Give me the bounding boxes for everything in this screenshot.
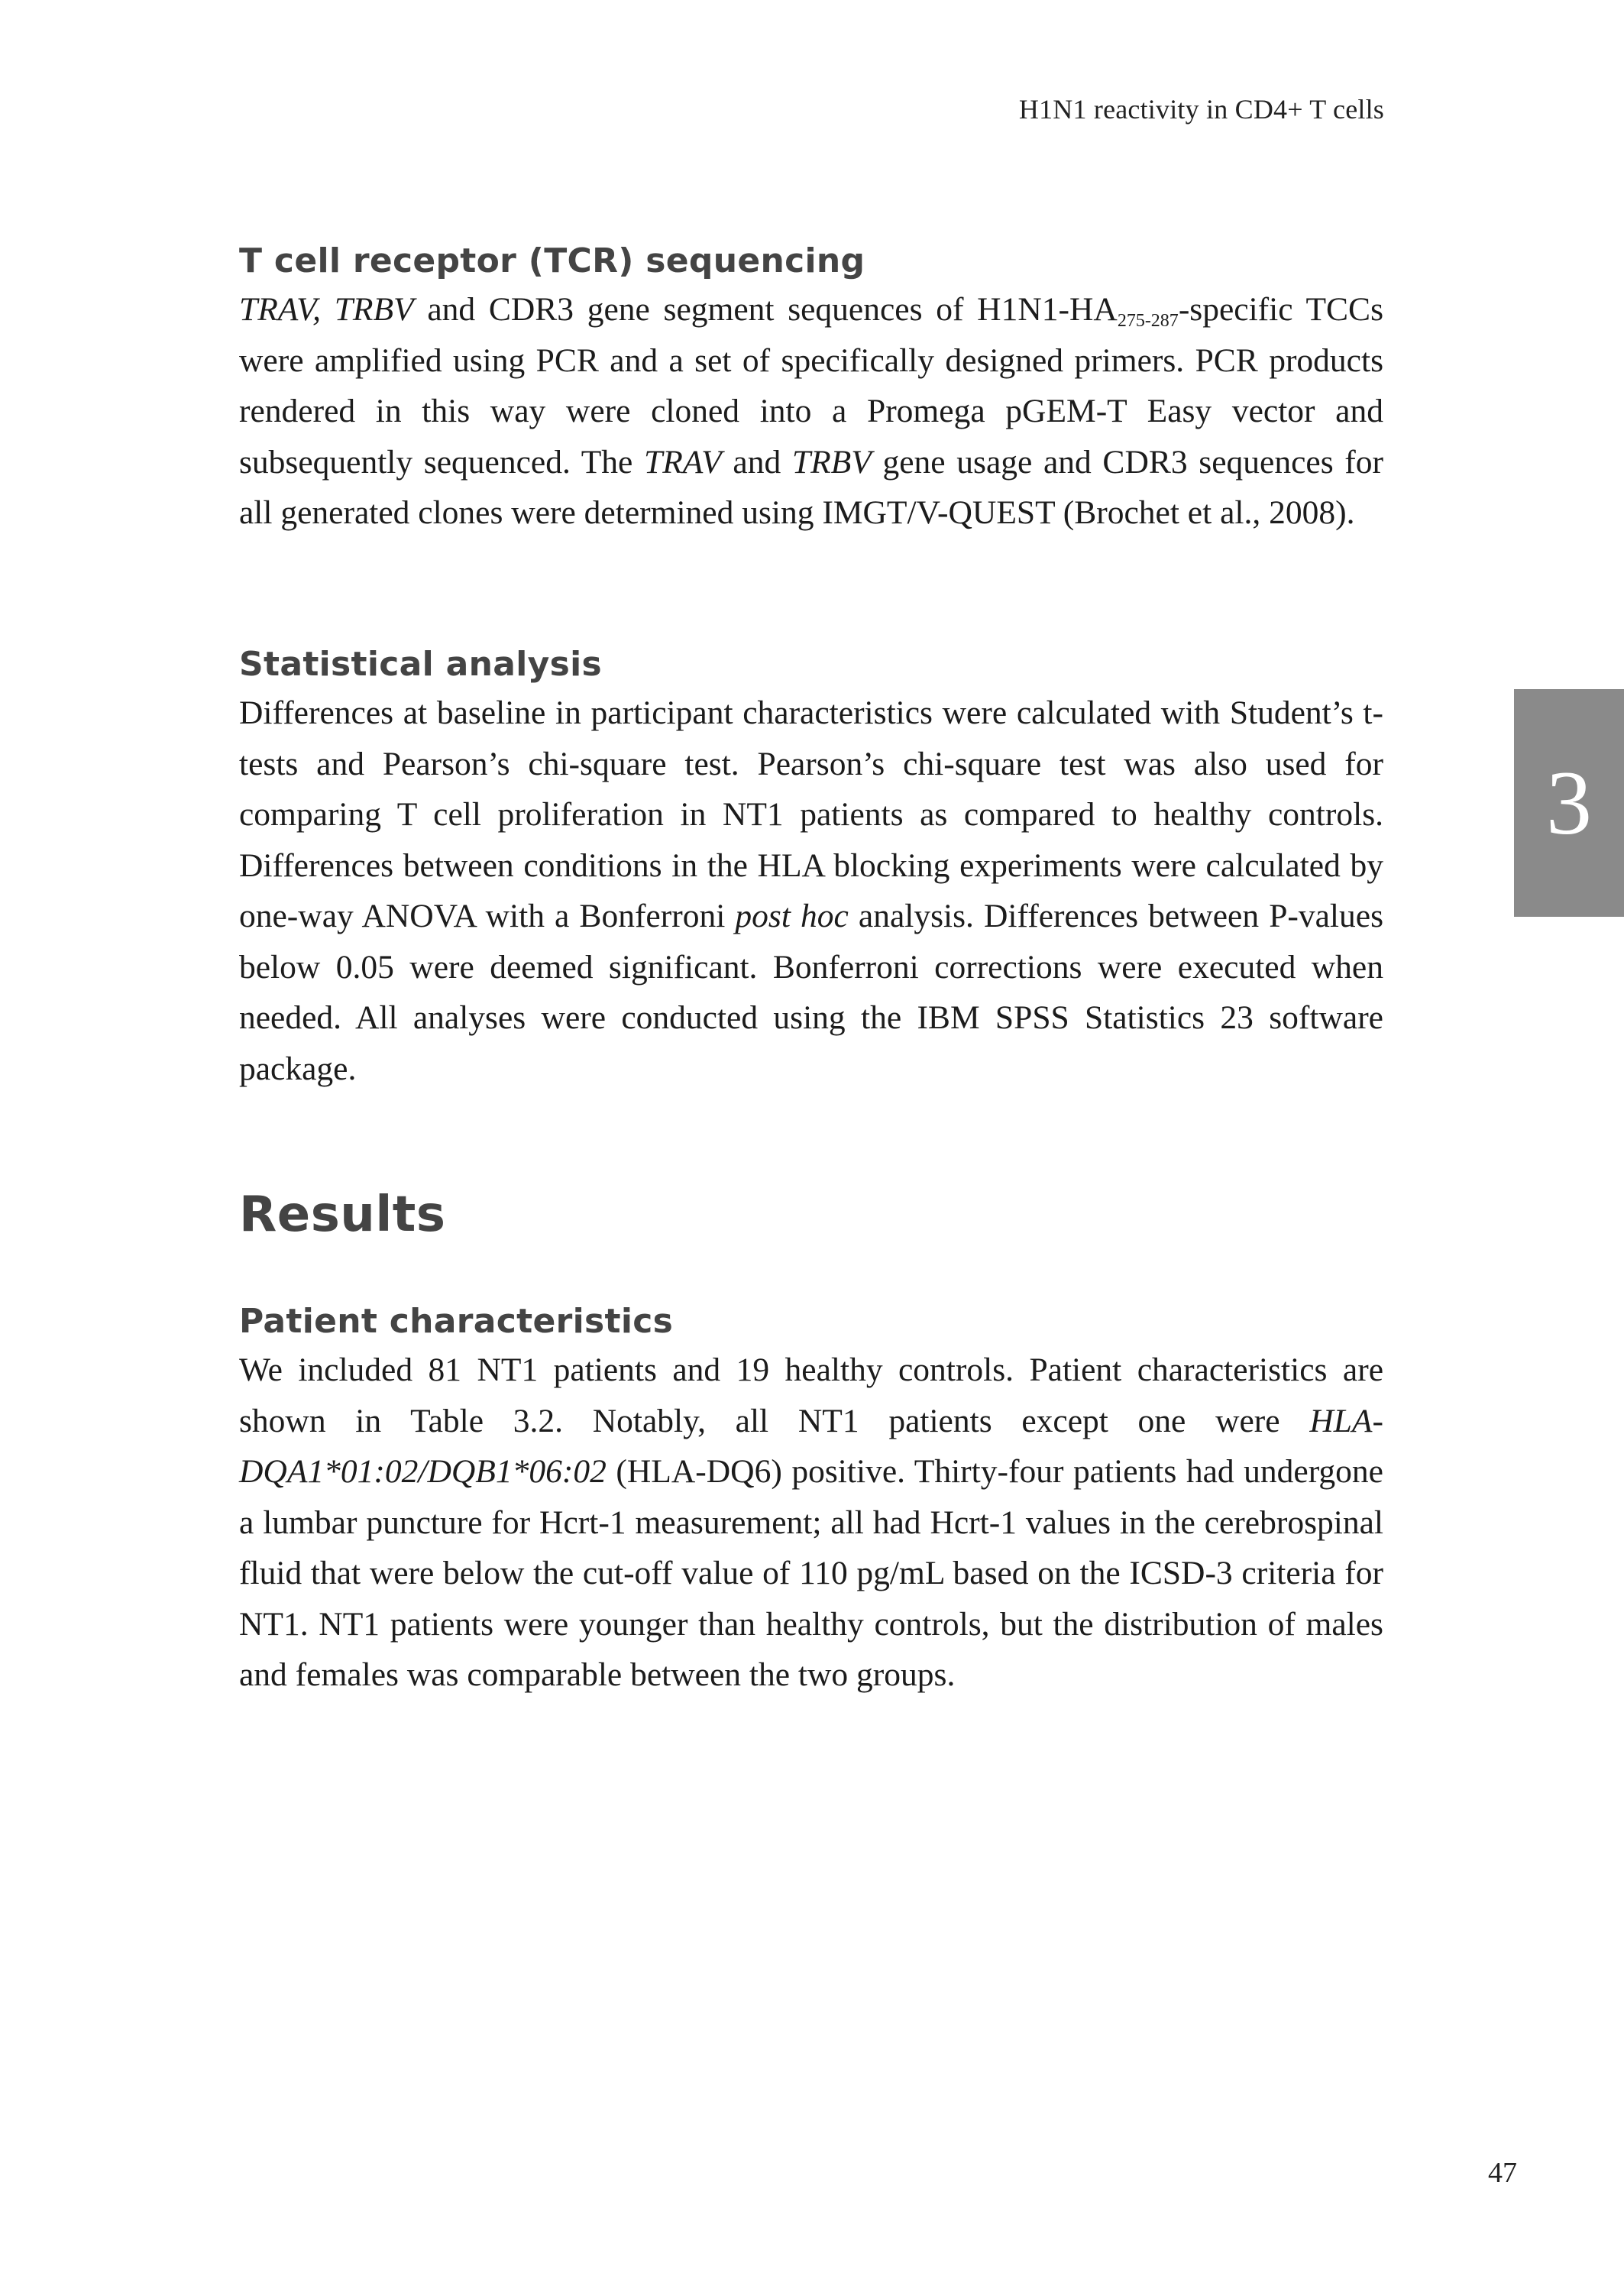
tcr-text-c: and (721, 443, 792, 481)
patient-text-a: We included 81 NT1 patients and 19 healthy controls. Patient characteristics are shown in Table 3.2. Notably, all NT1 patients except one were (239, 1352, 1383, 1439)
running-header: H1N1 reactivity in CD4+ T cells (1018, 94, 1384, 125)
stats-section (239, 642, 1383, 1094)
results-heading: Results (239, 1186, 446, 1243)
tcr-section (239, 238, 1383, 539)
stats-text-b: analysis. Differences between P-values below 0.05 were deemed significant. Bonferroni corrections were executed when needed. All analyses were conducted using the IBM SPSS Statistics 23 software package. (239, 898, 1384, 1087)
tcr-subscript: 275-287 (1117, 311, 1179, 331)
chapter-number: 3 (1546, 752, 1592, 853)
tcr-section-heading: T cell receptor (TCR) sequencing (239, 241, 865, 280)
results-block (239, 1184, 1383, 1245)
tcr-italic-trbv: TRBV (791, 443, 872, 481)
stats-italic: post hoc (735, 898, 849, 934)
chapter-tab (1514, 689, 1624, 917)
tcr-text-b: -specific TCCs were amplified using PCR and a set of specifically designed primers. PCR products rendered in this way were cloned into a Promega pGEM-T Easy vector and subsequently sequenced. The (239, 291, 1383, 481)
patient-paragraph (239, 1345, 1383, 1701)
tcr-text-d: gene usage and CDR3 sequences for all generated clones were determined using IMGT/V-QUEST (Brochet et al., 2008). (239, 443, 1384, 531)
tcr-italic-trav: TRAV (644, 443, 722, 481)
tcr-paragraph (239, 284, 1383, 539)
tcr-italic-genes: TRAV, TRBV (239, 291, 414, 328)
patient-section-heading: Patient characteristics (239, 1302, 674, 1341)
stats-paragraph (239, 688, 1383, 1094)
page-number: 47 (1488, 2157, 1517, 2189)
patient-italic-hla: HLA-DQA1*01:02/DQB1*06:02 (239, 1402, 1383, 1490)
patient-section (239, 1299, 1383, 1701)
stats-section-heading: Statistical analysis (239, 645, 602, 684)
tcr-text-a: and CDR3 gene segment sequences of H1N1-HA (413, 291, 1118, 328)
patient-text-b: (HLA-DQ6) positive. Thirty-four patients had undergone a lumbar puncture for Hcrt-1 measurement; all had Hcrt-1 values in the cerebrospinal fluid that were below the cut-off value of 110 pg/mL based on the ICSD-3 criteria for NT1. NT1 patients were younger than healthy controls, but the distribution of males and females was comparable between the two groups. (239, 1453, 1383, 1693)
stats-text-a: Differences at baseline in participant characteristics were calculated with Student’s t-tests and Pearson’s chi-square test. Pearson’s chi-square test was also used for comparing T cell proliferation in NT1 patients as compared to healthy controls. Differences between conditions in the HLA blocking experiments were calculated by one-way ANOVA with a Bonferroni (239, 694, 1383, 934)
